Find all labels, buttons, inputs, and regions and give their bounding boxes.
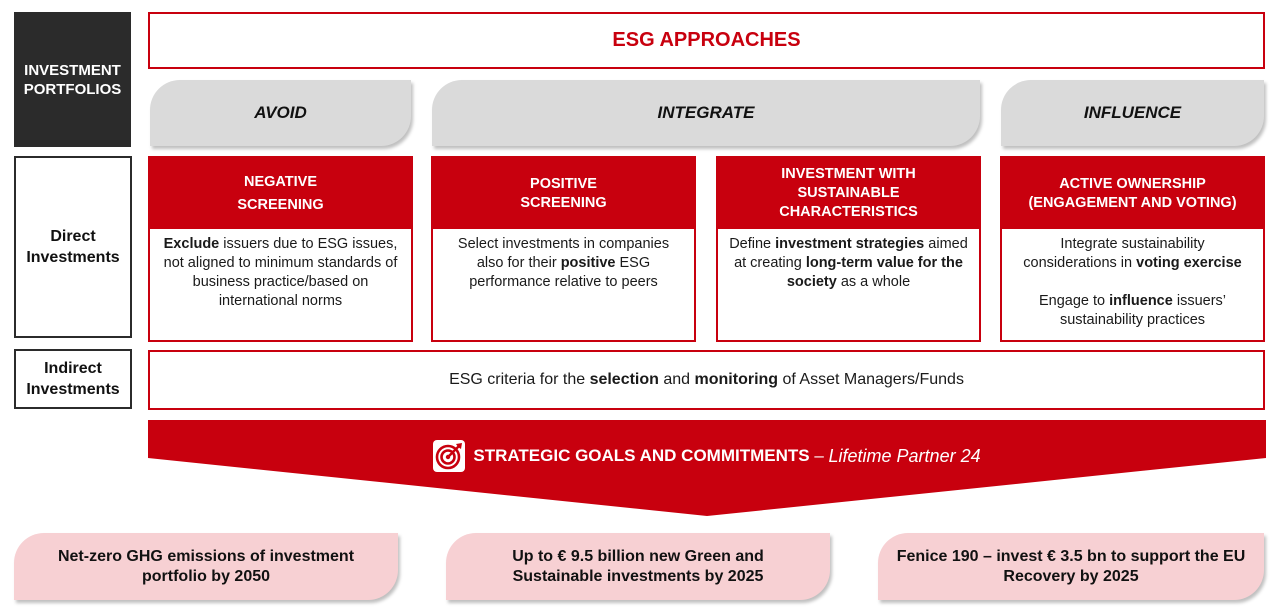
indirect-criteria-text (449, 371, 964, 389)
indirect-line-1: Indirect (44, 360, 102, 377)
body-text: ESG performance relative to peers (469, 255, 658, 290)
body-text: ESG criteria for the (449, 371, 590, 388)
card-positive-title (433, 158, 694, 229)
body-text: as a whole (836, 274, 911, 290)
body-text: Integrate sustainability considerations in (1023, 236, 1205, 271)
card-sustainable-body (718, 229, 979, 292)
header-line-2: PORTFOLIOS (23, 80, 122, 98)
banner-content (148, 438, 1266, 474)
esg-approaches-title-box (148, 12, 1265, 69)
tab-avoid-label: AVOID (254, 103, 307, 122)
target-icon (433, 440, 465, 472)
card-active-ownership (1000, 156, 1265, 342)
card-positive-body (433, 229, 694, 292)
body-bold: long-term value for the society (786, 255, 963, 290)
card-negative-title-line: SCREENING (237, 196, 324, 213)
goal-fenice-190 (878, 533, 1264, 600)
body-bold: positive (560, 255, 616, 271)
card-negative-title (150, 158, 411, 229)
card-ownership-title-line: ACTIVE OWNERSHIP (1059, 175, 1206, 192)
investment-portfolios-header (14, 12, 131, 147)
banner-subtitle: Lifetime Partner 24 (828, 445, 981, 466)
body-bold: monitoring (694, 371, 779, 388)
body-bold: Exclude (163, 236, 220, 252)
body-text: of Asset Managers/Funds (778, 371, 964, 388)
indirect-line-2: Investments (26, 381, 120, 398)
card-sustainable-title-line: CHARACTERISTICS (779, 204, 918, 220)
card-sustainable-title-line: INVESTMENT WITH (781, 166, 916, 182)
direct-line-2: Investments (26, 249, 120, 266)
tab-influence-label: INFLUENCE (1083, 103, 1182, 122)
goal-net-zero (14, 533, 398, 600)
card-sustainable-title (718, 158, 979, 229)
body-bold: voting exercise (1136, 255, 1242, 271)
goal-green-investments-text: Up to € 9.5 billion new Green and Sustainable investments by 2025 (512, 547, 764, 585)
body-text: and (658, 371, 695, 388)
card-positive-title-line: POSITIVE (530, 175, 597, 192)
card-negative-body (150, 229, 411, 311)
body-text: issuers due to ESG issues, not aligned to minimum standards of business practice/based on international norms (163, 236, 398, 309)
tab-integrate-label: INTEGRATE (657, 103, 755, 122)
card-ownership-title (1002, 158, 1263, 229)
body-text: Engage to (1039, 293, 1110, 309)
esg-approaches-title: ESG APPROACHES (612, 29, 801, 51)
body-text: Select investments in companies also for their (457, 236, 670, 271)
goal-net-zero-text: Net-zero GHG emissions of investment portfolio by 2050 (57, 547, 355, 585)
body-text: aimed at creating (734, 236, 968, 271)
card-positive-screening (431, 156, 696, 342)
body-text: issuers’ sustainability practices (1059, 293, 1226, 328)
card-negative-title-line: NEGATIVE (243, 173, 318, 190)
card-sustainable-characteristics (716, 156, 981, 342)
body-text: Define (729, 236, 776, 252)
card-positive-title-line: SCREENING (520, 194, 607, 211)
card-negative-screening (148, 156, 413, 342)
card-sustainable-title-line: SUSTAINABLE (797, 185, 900, 201)
banner-title: STRATEGIC GOALS AND COMMITMENTS (473, 446, 810, 465)
tab-influence (1001, 80, 1264, 146)
indirect-investments-label (14, 349, 132, 409)
tab-avoid (150, 80, 411, 146)
body-bold: selection (589, 371, 659, 388)
banner-dash: – (809, 446, 829, 465)
header-line-1: INVESTMENT (24, 61, 121, 79)
card-ownership-title-line: (ENGAGEMENT AND VOTING) (1028, 194, 1237, 211)
direct-investments-label (14, 156, 132, 338)
body-bold: investment strategies (775, 236, 925, 252)
goal-fenice-190-text: Fenice 190 – invest € 3.5 bn to support the EU Recovery by 2025 (896, 547, 1246, 585)
indirect-criteria-box (148, 350, 1265, 410)
direct-line-1: Direct (50, 228, 96, 245)
body-bold: influence (1109, 293, 1173, 309)
card-ownership-body (1002, 229, 1263, 330)
tab-integrate (432, 80, 980, 146)
goal-green-investments (446, 533, 830, 600)
